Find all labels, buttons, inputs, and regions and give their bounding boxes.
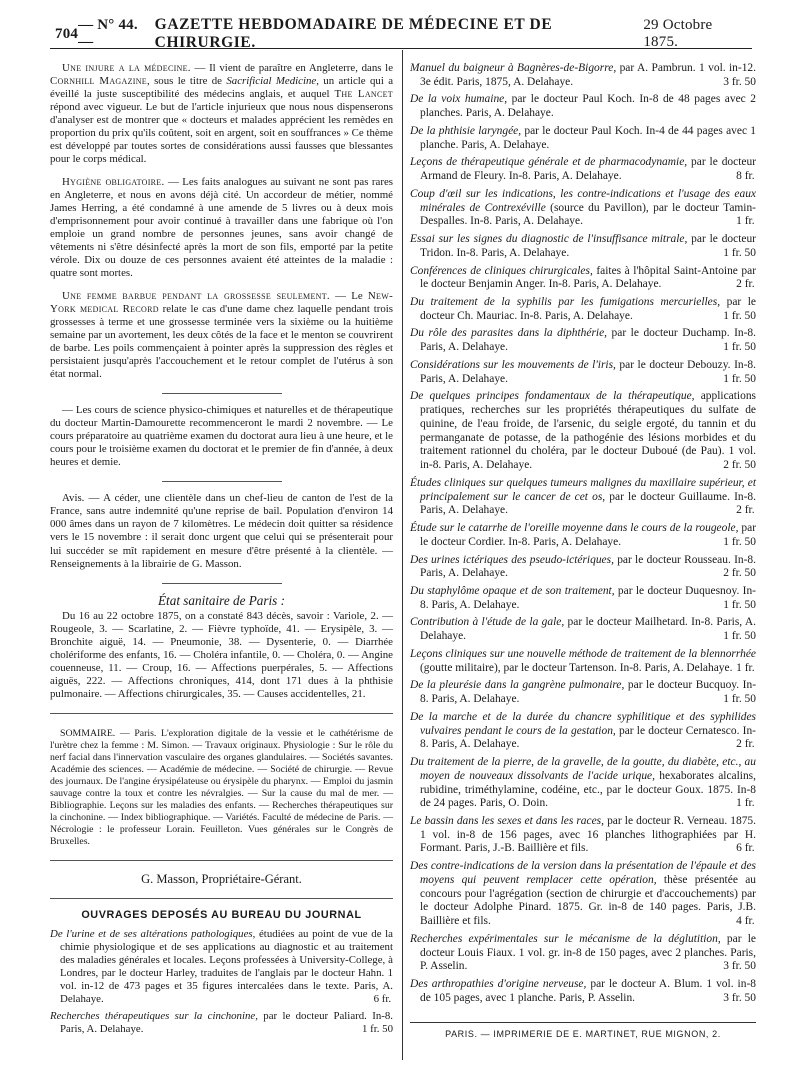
page-number: 704 [55, 25, 79, 42]
journal-title: GAZETTE HEBDOMADAIRE DE MÉDECINE ET DE CHIRURGIE. [154, 16, 553, 51]
book-entry: De la marche et de la durée du chancre syphilitique et des syphilides vulvaires pendant le cours de la gestation, par le docteur Cernatesco. In-8. Paris, A. Delahaye. 2 fr. [410, 710, 756, 751]
article-hygiene: Hygiène obligatoire. — Les faits analogues au suivant ne sont pas rares en Angleterre, et nous en avons déjà cité. Un accordeur de métier, nommé James Herring, a été condamné à une amende de 5 livres ou à deux mois d'emprisonnement pour avoir continué à travailler dans une fabrique où l'on emploie un grand nombre de personnes jeunes, sans avoir changé de vêtements ni s'être désinfecté après la mort de son fils, emporté par la petite vérole. Dix ou douze de ces personnes avaient été atteintes de la maladie : quatre sont mortes. [50, 176, 393, 280]
article-femme-barbue: Une femme barbue pendant la grossesse seulement. — Le New-York medical Record relate le cas d'une dame chez laquelle pendant trois grossesses à terme et une grossesse terminée vers la sixième ou la huitième semaine par un avortement, les deux côtés de la face et le menton se couvrirent de barbe. Les poils commençaient à pointer après la suppression des règles et persistaient jusqu'après l'accouchement et le retour complet de l'utérus à son état normal. [50, 290, 393, 381]
book-entry: De la voix humaine, par le docteur Paul Koch. In-8 de 48 pages avec 2 planches. Paris, A. Delahaye. [410, 93, 756, 120]
separator [50, 898, 393, 899]
book-entry: Manuel du baigneur à Bagnères-de-Bigorre, par A. Pambrun. 1 vol. in-12. 3e édit. Paris, 1875, A. Delahaye. 3 fr. 50 [410, 62, 757, 88]
book-entry: Le bassin dans les sexes et dans les races, par le docteur R. Verneau. 1875. 1 vol. in-8 de 156 pages, avec 16 planches lithographiées par H. Formant. Paris, J.-B. Baillière et fils. 6 fr. [410, 814, 756, 855]
separator [162, 583, 282, 584]
book-entry: De la pleurésie dans la gangrène pulmonaire, par le docteur Bucquoy. In-8. Paris, A. Delahaye. 1 fr. 50 [410, 679, 757, 706]
left-column [50, 62, 393, 1040]
article-cours: — Les cours de science physico-chimiques et naturelles et de thérapeutique du docteur Martin-Damourette recommenceront le mardi 2 novembre. — Le cours préparatoire au quatrième examen du doctorat aura lieu à une heure, et le cours pour le troisième examen du doctorat et le premier de fin d'année, à deux heures et demie. [50, 404, 393, 469]
article-injure: Une injure a la médecine. — Il vient de paraître en Angleterre, dans le Cornhill Magazine, sous le titre de Sacrificial Medicine, un article qui a éveillé la juste susceptibilité des médecins anglais, et auquel The Lancet répond avec vigueur. Le but de l'article injurieux que nous nous dispenserons d'analyser est de montrer que « docteurs et malades apprécient les remèdes en proportion du prix qu'ils coûtent, soit en argent, soit en souffrances » Ce thème est développé par toutes sortes de considérations aussi fausses que blessantes pour le corps médical. [50, 62, 394, 166]
book-entry: Études cliniques sur quelques tumeurs malignes du maxillaire supérieur, et principalement sur le cancer de cet os, par le docteur Guillaume. In-8. Paris, A. Delahaye. 2 fr. [410, 476, 756, 517]
sommaire: SOMMAIRE. — Paris. L'exploration digitale de la vessie et le cathétérisme de l'urètre chez la femme : M. Simon. — Travaux originaux. Physiologie : Sur le rôle du nerf facial dans l'innervation vasculaire des organes glandulaires. — Sociétés savantes. Académie des sciences. — Académie de médecine. — Société de chirurgie. — Revue des journaux. De l'angine érysipélateuse ou érysipèle du pharynx. — Emploi du jasmin sauvage contre la toux et contre les névralgies. — Sur la cause du mal de mer. — Bibliographie. Leçons sur les maladies des enfants. — Recherches thérapeutiques sur la cinchonine. — Index bibliographique. — Variétés. Faculté de médecine de Paris. — Nécrologie : le professeur Lorain. Feuilleton. Vues générales sur le Congrès de Bruxelles. [50, 727, 393, 847]
book-entry: Considérations sur les mouvements de l'iris, par le docteur Debouzy. In-8. Paris, A. Delahaye. 1 fr. 50 [410, 358, 756, 385]
etat-sanitaire-title: État sanitaire de Paris : [158, 592, 285, 608]
etat-sanitaire-body: Du 16 au 22 octobre 1875, on a constaté 843 décès, savoir : Variole, 2. — Rougeole, 3. — Scarlatine, 2. — Fièvre typhoïde, 41. — Erysipèle, 3. — Bronchite aiguë, 14. — Pneumonie, 38. — Dysenterie, 0. — Diarrhée cholériforme des enfants, 16. — Choléra infantile, 0. — Choléra, 0. — Angine couenneuse, 11. — Croup, 16. — Affections puerpérales, 5. — Affections aiguës, 222. — Affections chroniques, 414, dont 171 dues à la phthisie pulmonaire. — Affections chirurgicales, 35. — Causes accidentelles, 21. [50, 609, 393, 700]
book-entry: Recherches thérapeutiques sur la cinchonine, par le docteur Paliard. In-8. Paris, A. Delahaye. 1 fr. 50 [50, 1009, 393, 1035]
printer-imprint: PARIS. — IMPRIMERIE DE E. MARTINET, RUE MIGNON, 2. [445, 1029, 721, 1039]
book-entry: Leçons cliniques sur une nouvelle méthode de traitement de la blennorrhée (goutte militaire), par le docteur Tartenson. In-8. Paris, A. Delahaye. 1 fr. [410, 647, 756, 674]
book-entry: Du traitement de la syphilis par les fumigations mercurielles, par le docteur Ch. Mauriac. In-8. Paris, A. Delahaye. 1 fr. 50 [410, 296, 756, 322]
book-entry: Du rôle des parasites dans la diphthérie, par le docteur Duchamp. In-8. Paris, A. Delahaye. 1 fr. 50 [410, 327, 756, 354]
book-entry: Leçons de thérapeutique générale et de pharmacodynamie, par le docteur Armand de Fleury. In-8. Paris, A. Delahaye. 8 fr. [410, 156, 756, 183]
book-entry: Du staphylôme opaque et de son traitement, par le docteur Duquesnoy. In-8. Paris, A. Delahaye. 1 fr. 50 [410, 584, 756, 611]
book-entry: Des contre-indications de la version dans la présentation de l'épaule et des moyens qui peuvent remplacer cette opération, thèse présentée au concours pour l'agrégation (section de chirurgie et d'accouchements) par le docteur Adolphe Pinard. 1875. Gr. in-8 de 140 pages. Paris, J.B. Baillière et fils. 4 fr. [410, 860, 757, 928]
book-entry: Essai sur les signes du diagnostic de l'insuffisance mitrale, par le docteur Tridon. In-8. Paris, A. Delahaye. 1 fr. 50 [410, 233, 756, 259]
imprint-rule [410, 1022, 756, 1023]
column-divider [402, 50, 403, 1060]
book-entry: Des urines ictériques des pseudo-ictériques, par le docteur Rousseau. In-8. Paris, A. Delahaye. 2 fr. 50 [410, 553, 756, 580]
book-entry: De la phthisie laryngée, par le docteur Paul Koch. In-4 de 44 pages avec 1 planche. Paris, A. Delahaye. [410, 124, 756, 151]
book-entry: Conférences de cliniques chirurgicales, faites à l'hôpital Saint-Antoine par le docteur Benjamin Anger. In-8. Paris, A. Delahaye. 2 fr. [410, 264, 757, 291]
header-rule [50, 48, 752, 49]
separator [162, 393, 282, 394]
book-entry: Recherches expérimentales sur le mécanisme de la déglutition, par le docteur Louis Fiaux. 1 vol. gr. in-8 de 150 pages, avec 2 planches. Paris, P. Asselin. 3 fr. 50 [410, 932, 756, 973]
article-avis: Avis. — A céder, une clientèle dans un chef-lieu de canton de l'est de la France, sans autre indemnité qu'une reprise de bail. Population d'environ 14 000 âmes dans un rayon de 7 kilomètres. Le médecin doit quitter sa résidence vers le 15 novembre : il serait donc urgent que celui qui se présenterait pour lui succéder se mît rapidement en mesure d'être présenté à la clientèle. — Renseignements à la librairie de G. Masson. [50, 492, 393, 570]
separator [50, 860, 393, 861]
book-entry: De quelques principes fondamentaux de la thérapeutique, applications pratiques, recherches sur les propriétés thérapeutiques du sulfate de quinine, de l'eau froide, de l'arsenic, du seigle ergoté, du tannin et du permanganate de potasse, de la pathogénie des lésions morbides et du traitement rationnel du choléra, par le docteur Duboué (de Pau). 1 vol. in-8. Paris, A. Delahaye. 2 fr. 50 [410, 390, 756, 472]
separator [50, 713, 393, 714]
page-header [55, 16, 748, 51]
separator [162, 481, 282, 482]
ouvrages-heading: OUVRAGES DEPOSÉS AU BUREAU DU JOURNAL [81, 908, 362, 921]
book-entry: Contribution à l'étude de la gale, par le docteur Mailhetard. In-8. Paris, A. Delahaye. 1 fr. 50 [410, 616, 756, 643]
issue-date: 29 Octobre 1875. [643, 17, 713, 50]
book-entry: Coup d'œil sur les indications, les contre-indications et l'usage des eaux minérales de Contrexéville (source du Pavillon), par le docteur Tamin-Despalles. In-8. Paris, A. Delahaye. 1 fr. [410, 187, 756, 228]
signature: G. Masson, Propriétaire-Gérant. [141, 871, 302, 886]
book-entry: De l'urine et de ses altérations pathologiques, étudiées au point de vue de la chimie physiologique et de ses applications au diagnostic et au traitement des maladies générales et locales. Leçons professées à University-College, à Londres, par le docteur Harley, traduites de l'anglais par le docteur Hahn. 1 vol. in-12 de 473 pages et 35 figures intercalées dans le texte. Paris, A. Delahaye. 6 fr. [50, 927, 393, 1005]
book-entry: Des arthropathies d'origine nerveuse, par le docteur A. Blum. 1 vol. in-8 de 105 pages, avec 1 planche. Paris, P. Asselin. 3 fr. 50 [410, 978, 756, 1004]
book-entry: Du traitement de la pierre, de la gravelle, de la goutte, du diabète, etc., au moyen de nouveaux dissolvants de l'acide urique, hexaborates alcalins, rubidine, triméthylamine, codéine, etc., par le docteur Goux. 1875. In-8 de 24 pages. Paris, O. Doin. 1 fr. [410, 756, 756, 810]
right-column [410, 62, 756, 1010]
book-entry: Étude sur le catarrhe de l'oreille moyenne dans le cours de la rougeole, par le docteur Cordier. In-8. Paris, A. Delahaye. 1 fr. 50 [410, 522, 757, 548]
issue-number: — N° 44. — [78, 17, 138, 50]
